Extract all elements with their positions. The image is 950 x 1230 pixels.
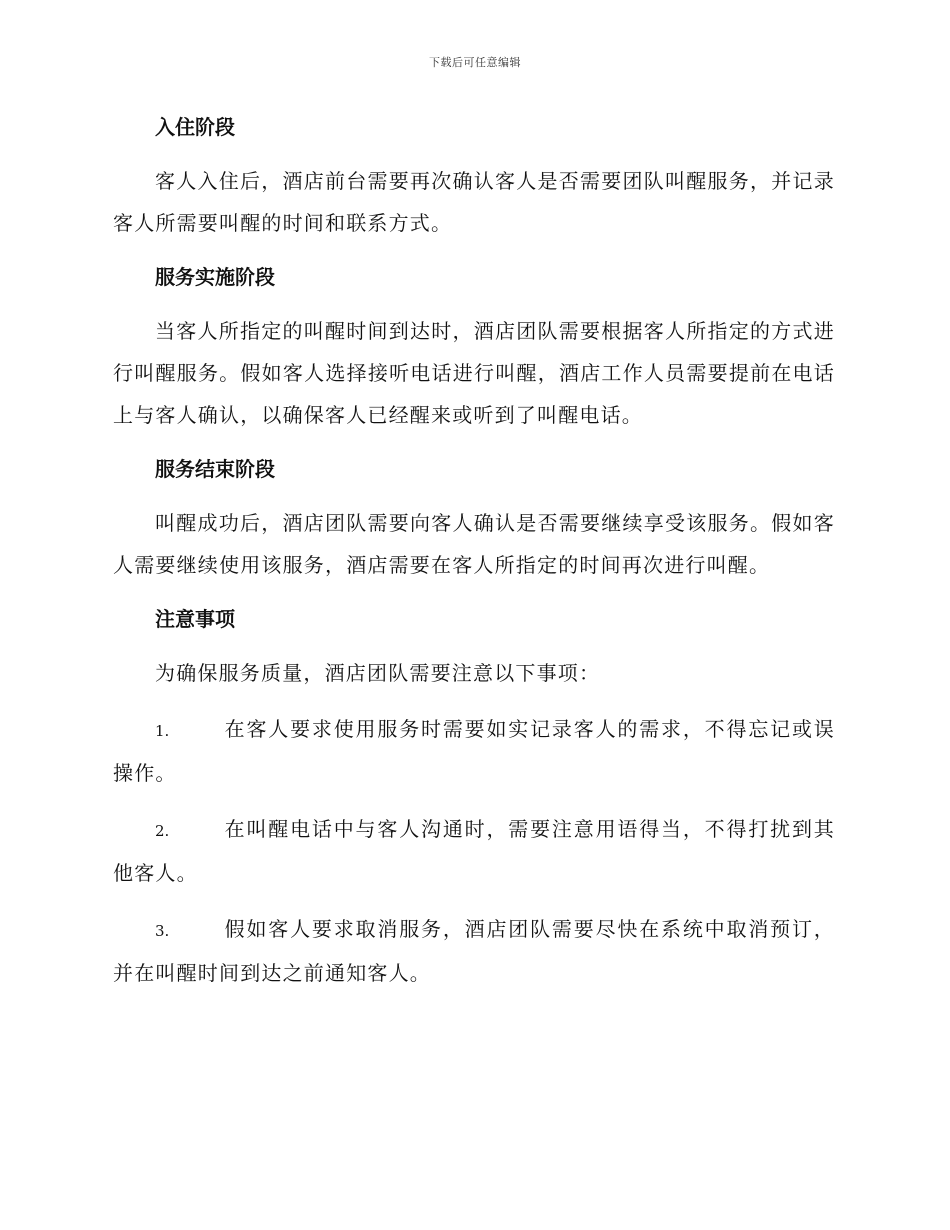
section-paragraph-check-in: 客人入住后，酒店前台需要再次确认客人是否需要团队叫醒服务，并记录客人所需要叫醒的时间和联系方式。	[113, 169, 835, 235]
section-paragraph-notes: 为确保服务质量，酒店团队需要注意以下事项：	[155, 661, 601, 685]
section-heading-notes: 注意事项	[155, 607, 235, 631]
section-paragraph-service-end: 叫醒成功后，酒店团队需要向客人确认是否需要继续享受该服务。假如客人需要继续使用该服务，酒店需要在客人所指定的时间再次进行叫醒。	[113, 511, 835, 577]
list-item-text: 在叫醒电话中与客人沟通时，需要注意用语得当，不得打扰到其他客人。	[113, 817, 835, 885]
list-item	[113, 708, 835, 794]
section-heading-service-end: 服务结束阶段	[155, 457, 275, 481]
section-paragraph-service-implementation: 当客人所指定的叫醒时间到达时，酒店团队需要根据客人所指定的方式进行叫醒服务。假如客人选择接听电话进行叫醒，酒店工作人员需要提前在电话上与客人确认，以确保客人已经醒来或听到了叫醒电话。	[113, 319, 835, 427]
list-item-number: 1.	[155, 722, 170, 740]
list-item-number: 2.	[155, 822, 170, 840]
page-header: 下载后可任意编辑	[429, 56, 521, 69]
list-item-text: 在客人要求使用服务时需要如实记录客人的需求，不得忘记或误操作。	[113, 717, 835, 785]
list-item-number: 3.	[155, 922, 170, 940]
document-body	[113, 108, 835, 1008]
list-item-text: 假如客人要求取消服务，酒店团队需要尽快在系统中取消预订，并在叫醒时间到达之前通知客人。	[113, 917, 835, 985]
list-item	[113, 808, 835, 894]
list-item	[113, 908, 835, 994]
section-heading-service-implementation: 服务实施阶段	[155, 265, 275, 289]
section-heading-check-in: 入住阶段	[155, 115, 235, 139]
